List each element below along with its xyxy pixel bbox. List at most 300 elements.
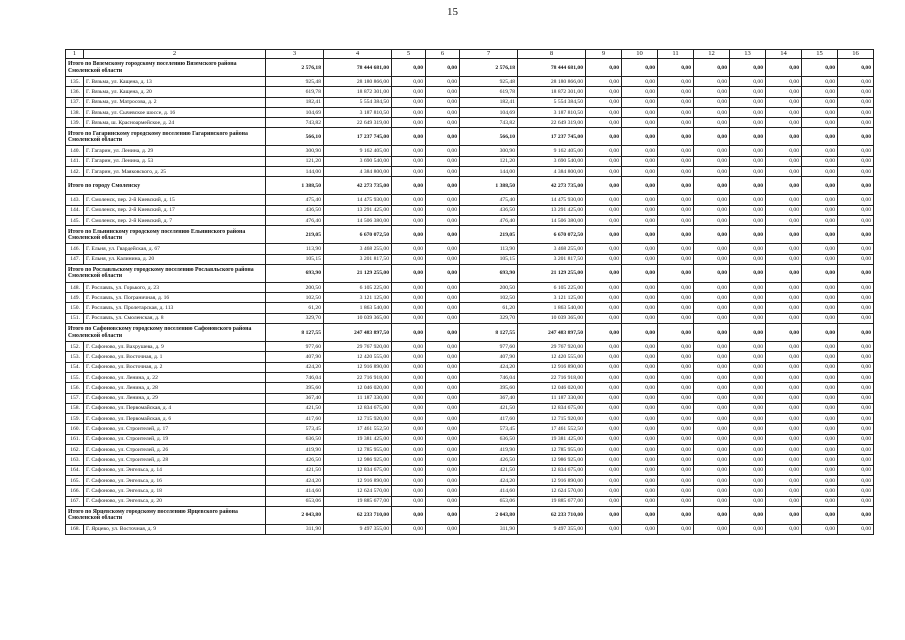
value-cell: 3 201 817,50: [324, 254, 392, 264]
value-cell: 0,00: [730, 59, 766, 77]
value-cell: 0,00: [622, 226, 658, 244]
value-cell: 14 506 380,00: [324, 215, 392, 225]
value-cell: 29 767 920,00: [518, 342, 586, 352]
value-cell: 0,00: [622, 107, 658, 117]
value-cell: 0,00: [586, 455, 622, 465]
value-cell: 11 187 330,00: [518, 393, 586, 403]
value-cell: 4 384 800,00: [324, 167, 392, 177]
value-cell: 0,00: [426, 303, 460, 313]
value-cell: 0,00: [730, 107, 766, 117]
value-cell: 0,00: [838, 97, 874, 107]
value-cell: 0,00: [658, 475, 694, 485]
value-cell: 0,00: [838, 128, 874, 146]
value-cell: 0,00: [694, 434, 730, 444]
value-cell: 0,00: [658, 352, 694, 362]
value-cell: 0,00: [730, 313, 766, 323]
value-cell: 0,00: [392, 244, 426, 254]
value-cell: 0,00: [766, 97, 802, 107]
value-cell: 0,00: [838, 167, 874, 177]
value-cell: 573,45: [266, 424, 324, 434]
value-cell: 0,00: [426, 177, 460, 195]
value-cell: 636,50: [460, 434, 518, 444]
value-cell: 0,00: [392, 475, 426, 485]
table-row: [66, 414, 874, 424]
value-cell: 0,00: [658, 293, 694, 303]
value-cell: 0,00: [694, 205, 730, 215]
value-cell: 0,00: [838, 455, 874, 465]
value-cell: 329,70: [460, 313, 518, 323]
value-cell: 12 916 890,00: [518, 475, 586, 485]
value-cell: 0,00: [730, 118, 766, 128]
value-cell: 2 043,80: [460, 506, 518, 524]
value-cell: 0,00: [586, 282, 622, 292]
value-cell: 0,00: [658, 403, 694, 413]
value-cell: 0,00: [802, 195, 838, 205]
value-cell: 12 916 890,00: [518, 362, 586, 372]
row-number: 147.: [66, 254, 84, 264]
value-cell: 17 461 552,50: [324, 424, 392, 434]
row-number: 144.: [66, 205, 84, 215]
value-cell: 0,00: [622, 177, 658, 195]
value-cell: 0,00: [658, 215, 694, 225]
value-cell: 104,69: [266, 107, 324, 117]
value-cell: 3 468 255,00: [518, 244, 586, 254]
value-cell: 0,00: [426, 403, 460, 413]
value-cell: 0,00: [838, 205, 874, 215]
value-cell: 0,00: [838, 465, 874, 475]
value-cell: 0,00: [730, 434, 766, 444]
table-body: [66, 50, 874, 535]
value-cell: 0,00: [730, 424, 766, 434]
value-cell: 0,00: [838, 107, 874, 117]
value-cell: 0,00: [658, 465, 694, 475]
value-cell: 0,00: [586, 383, 622, 393]
value-cell: 0,00: [730, 77, 766, 87]
value-cell: 0,00: [802, 465, 838, 475]
value-cell: 0,00: [694, 475, 730, 485]
value-cell: 0,00: [694, 506, 730, 524]
row-number: 139.: [66, 118, 84, 128]
value-cell: 144,00: [460, 167, 518, 177]
value-cell: 0,00: [426, 293, 460, 303]
value-cell: 19 885 677,00: [324, 496, 392, 506]
value-cell: 0,00: [694, 226, 730, 244]
value-cell: 0,00: [392, 303, 426, 313]
row-number: 151.: [66, 313, 84, 323]
value-cell: 62 233 710,00: [324, 506, 392, 524]
value-cell: 10 039 365,00: [324, 313, 392, 323]
subtotal-label: Итого по городу Смоленску: [66, 177, 266, 195]
value-cell: 0,00: [802, 506, 838, 524]
address-cell: Г. Сафоново, ул. Энгельса, д. 20: [84, 496, 266, 506]
value-cell: 426,50: [460, 455, 518, 465]
value-cell: 0,00: [392, 118, 426, 128]
value-cell: 0,00: [838, 475, 874, 485]
value-cell: 0,00: [766, 324, 802, 342]
subtotal-row: [66, 128, 874, 146]
value-cell: 0,00: [730, 177, 766, 195]
value-cell: 0,00: [426, 313, 460, 323]
value-cell: 0,00: [622, 486, 658, 496]
subtotal-row: [66, 506, 874, 524]
value-cell: 13 291 425,00: [324, 205, 392, 215]
value-cell: 0,00: [838, 156, 874, 166]
value-cell: 0,00: [658, 524, 694, 534]
value-cell: 0,00: [766, 303, 802, 313]
value-cell: 0,00: [766, 465, 802, 475]
value-cell: 0,00: [802, 264, 838, 282]
value-cell: 0,00: [426, 324, 460, 342]
value-cell: 0,00: [586, 414, 622, 424]
table-row: [66, 403, 874, 413]
value-cell: 653,06: [266, 496, 324, 506]
value-cell: 0,00: [622, 506, 658, 524]
table-row: [66, 524, 874, 534]
value-cell: 0,00: [658, 414, 694, 424]
value-cell: 0,00: [730, 403, 766, 413]
value-cell: 0,00: [392, 195, 426, 205]
value-cell: 419,90: [460, 445, 518, 455]
value-cell: 0,00: [426, 434, 460, 444]
value-cell: 121,20: [460, 156, 518, 166]
value-cell: 9 162 405,00: [324, 146, 392, 156]
value-cell: 0,00: [766, 118, 802, 128]
value-cell: 2 576,18: [266, 59, 324, 77]
value-cell: 12 916 890,00: [324, 362, 392, 372]
value-cell: 0,00: [766, 403, 802, 413]
value-cell: 0,00: [766, 293, 802, 303]
value-cell: 0,00: [838, 215, 874, 225]
value-cell: 0,00: [392, 414, 426, 424]
row-number: 164.: [66, 465, 84, 475]
value-cell: 0,00: [694, 244, 730, 254]
value-cell: 407,90: [266, 352, 324, 362]
value-cell: 0,00: [838, 362, 874, 372]
value-cell: 619,78: [460, 87, 518, 97]
value-cell: 925,48: [266, 77, 324, 87]
value-cell: 0,00: [802, 313, 838, 323]
value-cell: 0,00: [586, 195, 622, 205]
value-cell: 0,00: [838, 506, 874, 524]
subtotal-row: [66, 264, 874, 282]
table-row: [66, 118, 874, 128]
value-cell: 311,90: [266, 524, 324, 534]
row-number: 158.: [66, 403, 84, 413]
value-cell: 0,00: [392, 215, 426, 225]
row-number: 165.: [66, 475, 84, 485]
column-header: 10: [622, 50, 658, 59]
value-cell: 0,00: [802, 445, 838, 455]
table-row: [66, 372, 874, 382]
row-number: 140.: [66, 146, 84, 156]
value-cell: 0,00: [426, 475, 460, 485]
value-cell: 0,00: [694, 403, 730, 413]
value-cell: 0,00: [838, 324, 874, 342]
value-cell: 0,00: [694, 118, 730, 128]
value-cell: 0,00: [658, 383, 694, 393]
table-row: [66, 475, 874, 485]
value-cell: 0,00: [694, 496, 730, 506]
value-cell: 105,15: [460, 254, 518, 264]
value-cell: 0,00: [622, 445, 658, 455]
value-cell: 0,00: [730, 524, 766, 534]
value-cell: 0,00: [838, 524, 874, 534]
value-cell: 12 834 675,00: [324, 403, 392, 413]
value-cell: 0,00: [766, 445, 802, 455]
value-cell: 421,50: [460, 465, 518, 475]
column-header: 6: [426, 50, 460, 59]
address-cell: Г. Рославль, ул. Пролетарская, д. 113: [84, 303, 266, 313]
value-cell: 0,00: [694, 362, 730, 372]
value-cell: 0,00: [802, 254, 838, 264]
value-cell: 0,00: [802, 156, 838, 166]
value-cell: 0,00: [392, 313, 426, 323]
value-cell: 0,00: [426, 128, 460, 146]
row-number: 141.: [66, 156, 84, 166]
table-row: [66, 215, 874, 225]
value-cell: 0,00: [586, 524, 622, 534]
value-cell: 0,00: [730, 167, 766, 177]
value-cell: 10 039 365,00: [518, 313, 586, 323]
value-cell: 0,00: [730, 506, 766, 524]
value-cell: 0,00: [392, 362, 426, 372]
value-cell: 0,00: [694, 107, 730, 117]
value-cell: 0,00: [838, 254, 874, 264]
value-cell: 0,00: [622, 383, 658, 393]
value-cell: 0,00: [622, 324, 658, 342]
value-cell: 0,00: [694, 342, 730, 352]
value-cell: 0,00: [392, 205, 426, 215]
value-cell: 0,00: [658, 445, 694, 455]
row-number: 142.: [66, 167, 84, 177]
value-cell: 0,00: [838, 496, 874, 506]
value-cell: 0,00: [802, 496, 838, 506]
value-cell: 0,00: [694, 424, 730, 434]
address-cell: Г. Сафоново, ул. Ленина, д. 22: [84, 372, 266, 382]
value-cell: 0,00: [802, 455, 838, 465]
value-cell: 0,00: [392, 293, 426, 303]
value-cell: 0,00: [622, 87, 658, 97]
value-cell: 14 475 930,00: [518, 195, 586, 205]
row-number: 153.: [66, 352, 84, 362]
value-cell: 0,00: [392, 264, 426, 282]
row-number: 145.: [66, 215, 84, 225]
value-cell: 12 420 555,00: [324, 352, 392, 362]
value-cell: 0,00: [838, 264, 874, 282]
value-cell: 0,00: [622, 244, 658, 254]
column-header: 13: [730, 50, 766, 59]
address-cell: Г. Гагарин, ул. Ленина, д. 53: [84, 156, 266, 166]
value-cell: 1 863 540,00: [518, 303, 586, 313]
value-cell: 0,00: [730, 215, 766, 225]
value-cell: 0,00: [622, 282, 658, 292]
value-cell: 0,00: [426, 264, 460, 282]
table-row: [66, 486, 874, 496]
value-cell: 6 105 225,00: [518, 282, 586, 292]
value-cell: 0,00: [586, 496, 622, 506]
value-cell: 0,00: [766, 352, 802, 362]
value-cell: 0,00: [802, 293, 838, 303]
row-number: 148.: [66, 282, 84, 292]
address-cell: Г. Смоленск, пер. 2-й Киевский, д. 17: [84, 205, 266, 215]
value-cell: 0,00: [658, 167, 694, 177]
value-cell: 42 273 735,00: [324, 177, 392, 195]
value-cell: 5 554 384,50: [518, 97, 586, 107]
row-number: 160.: [66, 424, 84, 434]
value-cell: 0,00: [622, 293, 658, 303]
value-cell: 0,00: [622, 475, 658, 485]
value-cell: 977,60: [266, 342, 324, 352]
value-cell: 0,00: [802, 362, 838, 372]
value-cell: 0,00: [838, 293, 874, 303]
address-cell: Г. Вязьма, ш. Красноармейское, д. 24: [84, 118, 266, 128]
value-cell: 0,00: [658, 195, 694, 205]
value-cell: 0,00: [392, 352, 426, 362]
value-cell: 1 863 540,00: [324, 303, 392, 313]
value-cell: 0,00: [838, 87, 874, 97]
value-cell: 0,00: [694, 87, 730, 97]
value-cell: 424,20: [266, 475, 324, 485]
value-cell: 0,00: [586, 352, 622, 362]
value-cell: 0,00: [838, 282, 874, 292]
value-cell: 0,00: [426, 244, 460, 254]
data-table: [65, 49, 874, 535]
table-row: [66, 254, 874, 264]
value-cell: 102,50: [460, 293, 518, 303]
value-cell: 0,00: [658, 282, 694, 292]
row-number: 157.: [66, 393, 84, 403]
value-cell: 0,00: [838, 372, 874, 382]
page-number: 15: [447, 6, 458, 18]
value-cell: 743,82: [266, 118, 324, 128]
value-cell: 12 986 925,00: [324, 455, 392, 465]
value-cell: 424,20: [460, 362, 518, 372]
value-cell: 407,90: [460, 352, 518, 362]
value-cell: 0,00: [658, 264, 694, 282]
value-cell: 0,00: [730, 486, 766, 496]
value-cell: 0,00: [658, 303, 694, 313]
value-cell: 0,00: [658, 362, 694, 372]
value-cell: 300,90: [460, 146, 518, 156]
value-cell: 421,50: [460, 403, 518, 413]
value-cell: 0,00: [838, 195, 874, 205]
value-cell: 0,00: [622, 215, 658, 225]
value-cell: 0,00: [426, 524, 460, 534]
address-cell: Г. Смоленск, пер. 2-й Киевский, д. 15: [84, 195, 266, 205]
column-header: 12: [694, 50, 730, 59]
value-cell: 0,00: [392, 372, 426, 382]
value-cell: 0,00: [426, 506, 460, 524]
value-cell: 0,00: [802, 167, 838, 177]
value-cell: 0,00: [694, 282, 730, 292]
address-cell: Г. Рославль, ул. Пограничная, д. 16: [84, 293, 266, 303]
value-cell: 0,00: [392, 445, 426, 455]
row-number: 136.: [66, 87, 84, 97]
value-cell: 0,00: [730, 475, 766, 485]
value-cell: 0,00: [766, 496, 802, 506]
address-cell: Г. Сафоново, ул. Энгельса, д. 18: [84, 486, 266, 496]
value-cell: 417,60: [460, 414, 518, 424]
value-cell: 0,00: [392, 434, 426, 444]
value-cell: 12 834 675,00: [324, 465, 392, 475]
value-cell: 0,00: [392, 282, 426, 292]
row-number: 137.: [66, 97, 84, 107]
value-cell: 475,40: [266, 195, 324, 205]
value-cell: 0,00: [802, 486, 838, 496]
value-cell: 0,00: [694, 324, 730, 342]
table-row: [66, 107, 874, 117]
value-cell: 0,00: [658, 496, 694, 506]
value-cell: 42 273 735,00: [518, 177, 586, 195]
value-cell: 0,00: [730, 195, 766, 205]
column-header: 14: [766, 50, 802, 59]
value-cell: 0,00: [392, 393, 426, 403]
value-cell: 0,00: [426, 156, 460, 166]
value-cell: 0,00: [730, 87, 766, 97]
value-cell: 0,00: [622, 128, 658, 146]
column-header: 4: [324, 50, 392, 59]
value-cell: 0,00: [838, 434, 874, 444]
value-cell: 0,00: [766, 254, 802, 264]
value-cell: 0,00: [426, 97, 460, 107]
value-cell: 0,00: [622, 146, 658, 156]
value-cell: 13 291 425,00: [518, 205, 586, 215]
value-cell: 0,00: [766, 167, 802, 177]
value-cell: 573,45: [460, 424, 518, 434]
address-cell: Г. Вязьма, ул. Кащена, д. 13: [84, 77, 266, 87]
value-cell: 0,00: [622, 352, 658, 362]
value-cell: 0,00: [730, 393, 766, 403]
value-cell: 0,00: [392, 496, 426, 506]
value-cell: 0,00: [802, 128, 838, 146]
value-cell: 0,00: [802, 59, 838, 77]
address-cell: Г. Ельня, ул. Калинина, д. 20: [84, 254, 266, 264]
value-cell: 0,00: [392, 87, 426, 97]
value-cell: 0,00: [586, 465, 622, 475]
value-cell: 0,00: [426, 486, 460, 496]
address-cell: Г. Сафоново, ул. Ленина, д. 29: [84, 393, 266, 403]
value-cell: 0,00: [586, 293, 622, 303]
value-cell: 0,00: [586, 393, 622, 403]
value-cell: 0,00: [426, 362, 460, 372]
value-cell: 0,00: [802, 403, 838, 413]
value-cell: 219,05: [460, 226, 518, 244]
value-cell: 0,00: [766, 107, 802, 117]
value-cell: 0,00: [730, 128, 766, 146]
value-cell: 0,00: [622, 424, 658, 434]
address-cell: Г. Сафоново, ул. Восточная, д. 1: [84, 352, 266, 362]
table-row: [66, 282, 874, 292]
value-cell: 0,00: [802, 475, 838, 485]
table-row: [66, 87, 874, 97]
value-cell: 0,00: [658, 393, 694, 403]
address-cell: Г. Рославль, ул. Смоленская, д. 8: [84, 313, 266, 323]
table-row: [66, 97, 874, 107]
value-cell: 0,00: [694, 486, 730, 496]
value-cell: 693,90: [266, 264, 324, 282]
value-cell: 0,00: [730, 445, 766, 455]
value-cell: 0,00: [694, 372, 730, 382]
value-cell: 0,00: [766, 264, 802, 282]
value-cell: 476,40: [266, 215, 324, 225]
table-row: [66, 146, 874, 156]
value-cell: 0,00: [658, 506, 694, 524]
value-cell: 0,00: [730, 383, 766, 393]
value-cell: 29 767 920,00: [324, 342, 392, 352]
value-cell: 0,00: [694, 77, 730, 87]
row-number: 155.: [66, 372, 84, 382]
value-cell: 0,00: [802, 282, 838, 292]
